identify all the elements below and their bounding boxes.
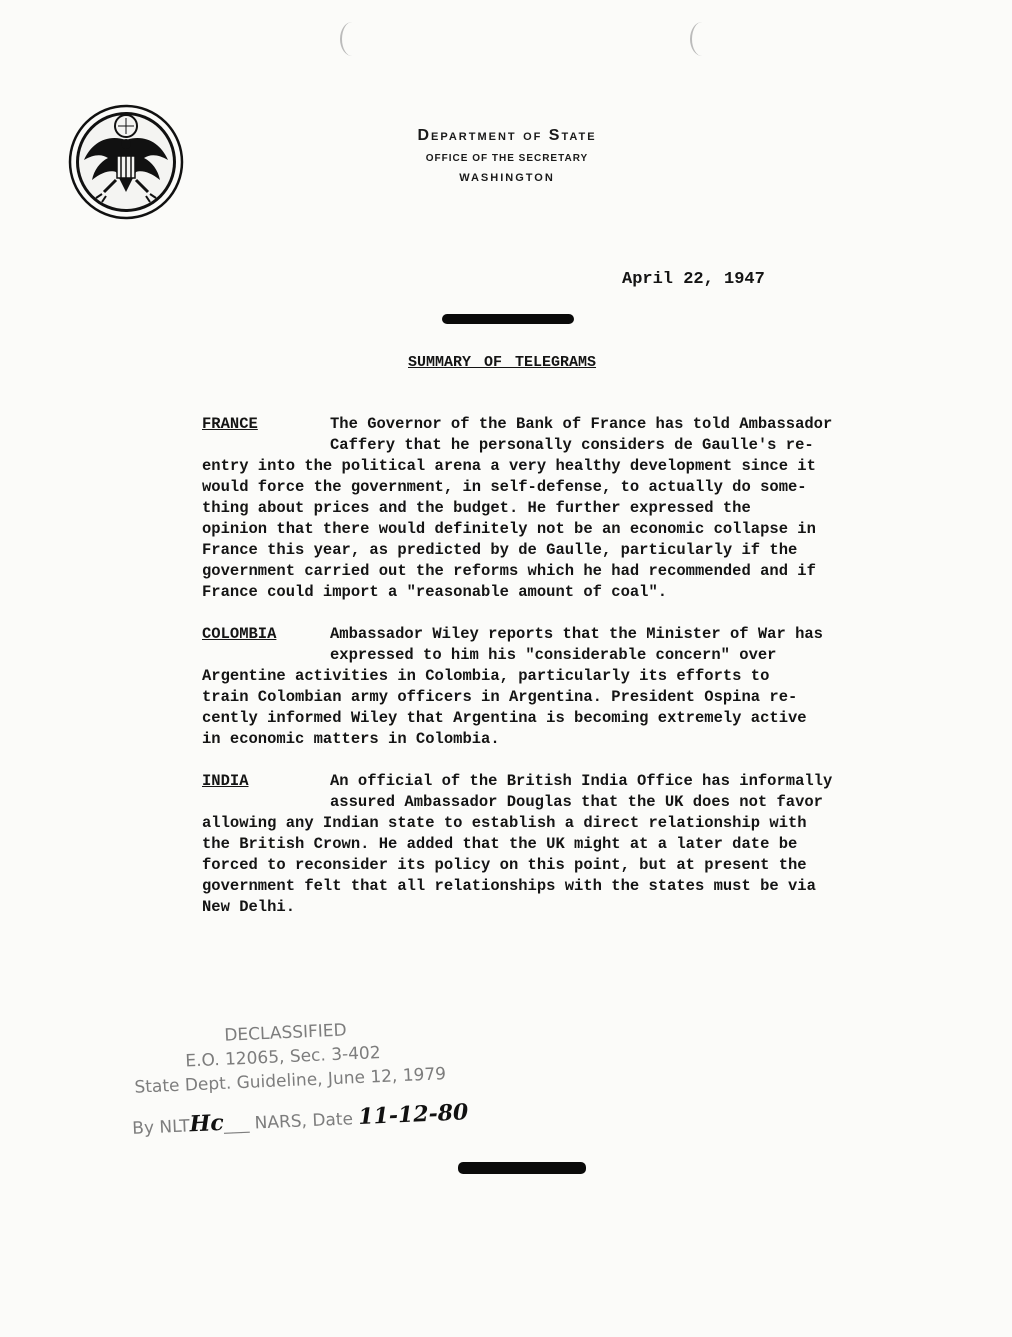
paragraph-line: France could import a "reasonable amount of coal". xyxy=(202,583,668,601)
stamp-guideline: State Dept. Guideline, June 12, 1979 xyxy=(134,1064,447,1098)
stamp-nars-label: NARS, Date xyxy=(254,1109,354,1134)
document-date: April 22, 1947 xyxy=(622,270,765,289)
paragraph-line: assured Ambassador Douglas that the UK does not favor xyxy=(330,793,823,811)
classification-redaction-top xyxy=(442,314,574,324)
office-name: OFFICE OF THE SECRETARY xyxy=(425,153,589,164)
paragraph-line: opinion that there would definitely not be an economic collapse in xyxy=(202,520,816,538)
paragraph-line: allowing any Indian state to establish a direct relationship with xyxy=(202,814,807,832)
stamp-signoff: By NLTHc___ NARS, Date 11-12-80 xyxy=(131,1099,469,1139)
handwritten-initials: Hc xyxy=(188,1109,225,1138)
section-label: FRANCE xyxy=(202,415,258,433)
handwritten-date: 11-12-80 xyxy=(357,1099,469,1131)
paragraph-line: The Governor of the Bank of France has told Ambassador xyxy=(330,415,833,433)
paragraph-line: cently informed Wiley that Argentina is becoming extremely active xyxy=(202,709,807,727)
paragraph-line: the British Crown. He added that the UK might at a later date be xyxy=(202,835,798,853)
paragraph-line: thing about prices and the budget. He further expressed the xyxy=(202,499,751,517)
paragraph-line: in economic matters in Colombia. xyxy=(202,730,500,748)
section-label: INDIA xyxy=(202,772,249,790)
paragraph-line: government carried out the reforms which he had recommended and if xyxy=(202,562,816,580)
paragraph-line: government felt that all relationships with the states must be via xyxy=(202,877,816,895)
paragraph-line: Caffery that he personally considers de Gaulle's re- xyxy=(330,436,814,454)
stamp-authority: E.O. 12065, Sec. 3-402 xyxy=(184,1043,382,1072)
paragraph-line: train Colombian army officers in Argentina. President Ospina re- xyxy=(202,688,798,706)
classification-redaction-bottom xyxy=(458,1162,586,1174)
paragraph-line: would force the government, in self-defense, to actually do some- xyxy=(202,478,807,496)
letterhead xyxy=(300,127,714,184)
paragraph-line: Argentine activities in Colombia, particularly its efforts to xyxy=(202,667,770,685)
department-name: Department of State xyxy=(417,127,597,144)
paragraph-line: expressed to him his "considerable concern" over xyxy=(330,646,777,664)
city-name: WASHINGTON xyxy=(459,172,555,184)
state-department-seal-icon xyxy=(68,104,184,220)
punch-hole-mark xyxy=(690,22,714,56)
paragraph-line: forced to reconsider its policy on this point, but at present the xyxy=(202,856,807,874)
paragraph-line: Ambassador Wiley reports that the Minister of War has xyxy=(330,625,823,643)
document-title: SUMMARY OF TELEGRAMS xyxy=(408,354,597,371)
paragraph-line: An official of the British India Office has informally xyxy=(330,772,833,790)
paragraph-line: entry into the political arena a very healthy development since it xyxy=(202,457,816,475)
paragraph-line: France this year, as predicted by de Gaulle, particularly if the xyxy=(202,541,798,559)
paragraph-line: New Delhi. xyxy=(202,898,296,916)
stamp-by-label: By NLT xyxy=(131,1116,191,1139)
section-label: COLOMBIA xyxy=(202,625,277,643)
stamp-title: DECLASSIFIED xyxy=(223,1020,348,1046)
punch-hole-mark xyxy=(340,22,364,56)
